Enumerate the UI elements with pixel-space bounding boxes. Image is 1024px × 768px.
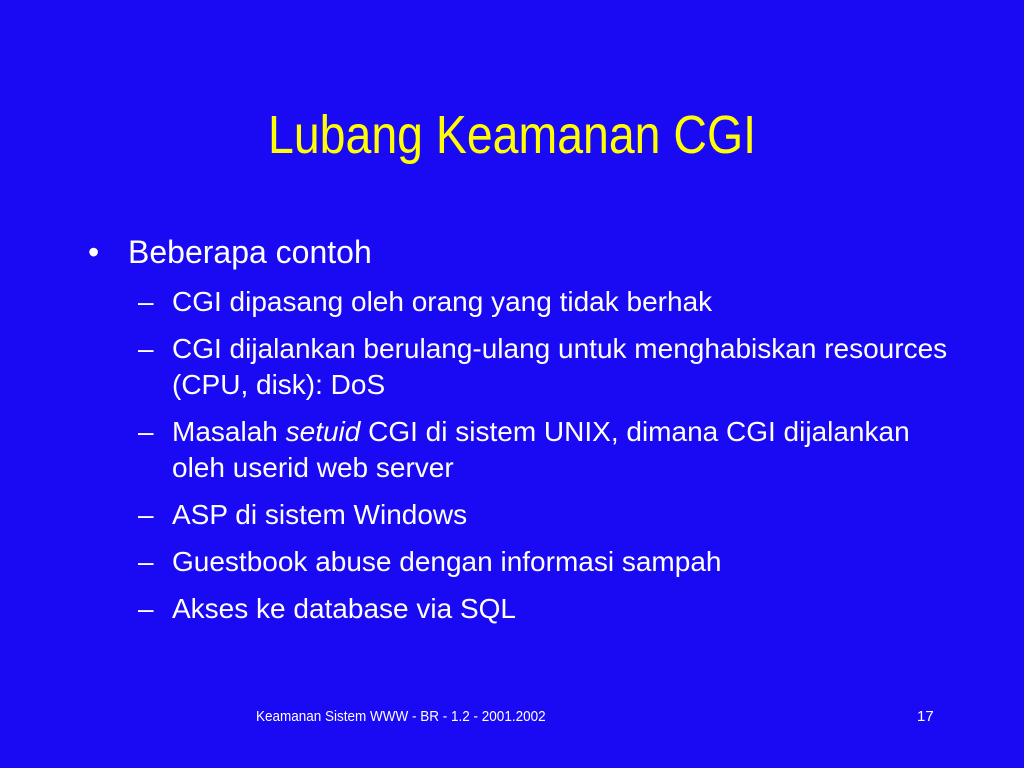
slide-title: Lubang Keamanan CGI	[268, 105, 756, 165]
bullet-text: Beberapa contoh	[128, 234, 372, 270]
sub-bullet-text-pre: Masalah	[172, 416, 286, 447]
sub-bullet-text: CGI dipasang oleh orang yang tidak berhak	[172, 286, 713, 317]
dash-marker: –	[138, 499, 154, 530]
bullet-marker: •	[88, 234, 100, 270]
sub-bullet-text: ASP di sistem Windows	[172, 499, 468, 530]
dash-marker: –	[138, 333, 154, 364]
sub-bullet-text: Guestbook abuse dengan informasi sampah	[172, 546, 722, 577]
dash-marker: –	[138, 546, 154, 577]
sub-bullet-list	[88, 284, 948, 627]
sub-bullet-item	[88, 497, 948, 533]
slide-number: 17	[917, 708, 934, 725]
sub-bullet-item	[88, 331, 948, 403]
sub-bullet-text-italic: setuid	[285, 416, 361, 447]
sub-bullet-text-post: CGI di sistem UNIX, dimana CGI dijalankan oleh userid web server	[172, 416, 910, 483]
sub-bullet-item	[88, 284, 948, 320]
sub-bullet-text: CGI dijalankan berulang-ulang untuk menghabiskan resources (CPU, disk): DoS	[172, 333, 948, 400]
sub-bullet-text: Akses ke database via SQL	[172, 593, 516, 624]
dash-marker: –	[138, 286, 154, 317]
slide-footer: Keamanan Sistem WWW - BR - 1.2 - 2001.2002	[256, 708, 546, 725]
dash-marker: –	[138, 593, 154, 624]
dash-marker: –	[138, 416, 154, 447]
sub-bullet-item	[88, 414, 948, 486]
sub-bullet-item	[88, 591, 948, 627]
slide-body	[88, 230, 948, 638]
sub-bullet-item	[88, 544, 948, 580]
bullet-item	[88, 230, 948, 274]
